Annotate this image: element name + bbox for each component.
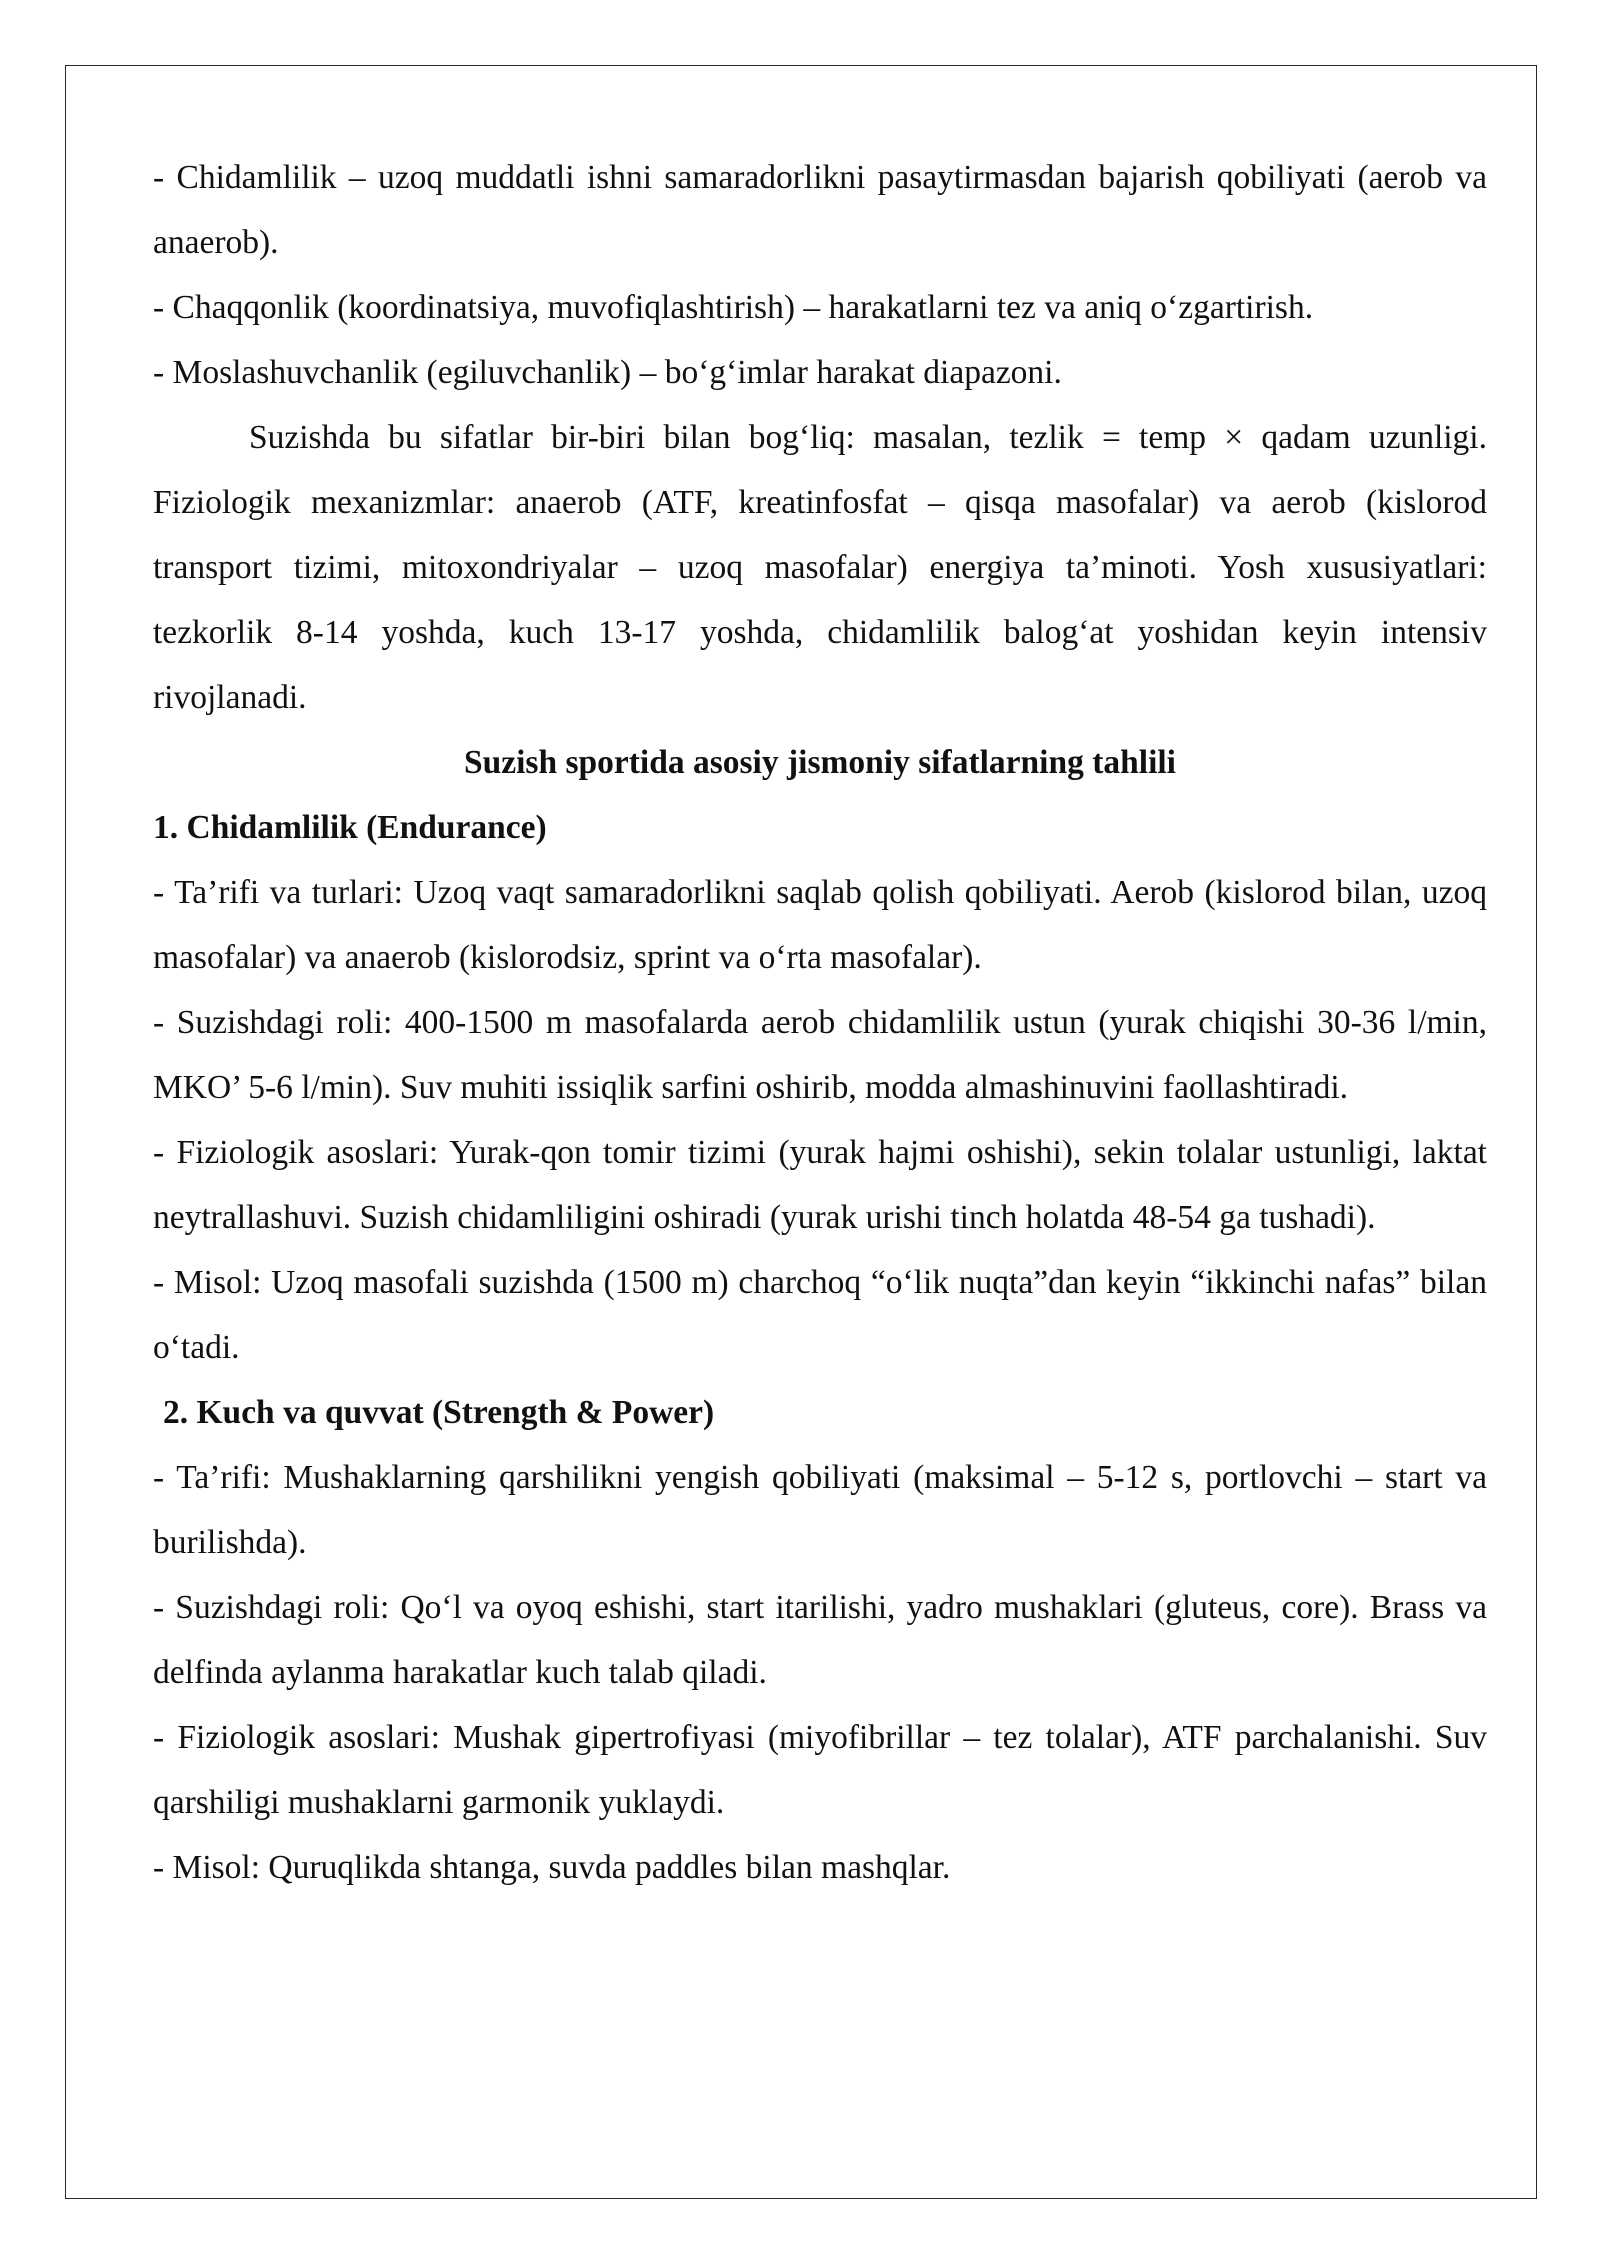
strength-item-role: - Suzishdagi roli: Qo‘l va oyoq eshishi, start itarilishi, yadro mushaklari (gluteus, core). Brass va delfinda aylanma harakatlar kuch talab qiladi. xyxy=(153,1589,1487,1691)
intro-list-item: - Moslashuvchanlik (egiluvchanlik) – bo‘g‘imlar harakat diapazoni. xyxy=(153,354,1062,391)
section-heading-endurance: 1. Chidamlilik (Endurance) xyxy=(153,809,547,846)
intro-list-item: - Chidamlilik – uzoq muddatli ishni samaradorlikni pasaytirmasdan bajarish qobiliyati (aerob va anaerob). xyxy=(153,159,1487,261)
intro-list-item: - Chaqqonlik (koordinatsiya, muvofiqlashtirish) – harakatlarni tez va aniq o‘zgartirish. xyxy=(153,289,1314,326)
section-heading-strength: 2. Kuch va quvvat (Strength & Power) xyxy=(163,1394,715,1431)
endurance-item-example: - Misol: Uzoq masofali suzishda (1500 m) charchoq “o‘lik nuqta”dan keyin “ikkinchi nafas” bilan o‘tadi. xyxy=(153,1264,1487,1366)
intro-paragraph: Suzishda bu sifatlar bir-biri bilan bog‘liq: masalan, tezlik = temp × qadam uzunligi. Fiziologik mexanizmlar: anaerob (ATF, kreatinfosfat – qisqa masofalar) va aerob (kislorod transport tizimi, mitoxondriyalar – uzoq masofalar) energiya ta’minoti. Yosh xususiyatlari: tezkorlik 8-14 yoshda, kuch 13-17 yoshda, chidamlilik balog‘at yoshidan keyin intensiv rivojlanadi. xyxy=(153,419,1487,716)
strength-item-physiology: - Fiziologik asoslari: Mushak gipertrofiyasi (miyofibrillar – tez tolalar), ATF parchalanishi. Suv qarshiligi mushaklarni garmonik yuklaydi. xyxy=(153,1719,1487,1821)
endurance-item-role: - Suzishdagi roli: 400-1500 m masofalarda aerob chidamlilik ustun (yurak chiqishi 30-36 l/min, MKO’ 5-6 l/min). Suv muhiti issiqlik sarfini oshirib, modda almashinuvini faollashtiradi. xyxy=(153,1004,1487,1106)
endurance-item-definition: - Ta’rifi va turlari: Uzoq vaqt samaradorlikni saqlab qolish qobiliyati. Aerob (kislorod bilan, uzoq masofalar) va anaerob (kislorodsiz, sprint va o‘rta masofalar). xyxy=(153,874,1487,976)
endurance-item-physiology: - Fiziologik asoslari: Yurak-qon tomir tizimi (yurak hajmi oshishi), sekin tolalar ustunligi, laktat neytrallashuvi. Suzish chidamliligini oshiradi (yurak urishi tinch holatda 48-54 ga tushadi). xyxy=(153,1134,1487,1236)
strength-item-example: - Misol: Quruqlikda shtanga, suvda paddles bilan mashqlar. xyxy=(153,1849,951,1886)
strength-item-definition: - Ta’rifi: Mushaklarning qarshilikni yengish qobiliyati (maksimal – 5-12 s, portlovchi – start va burilishda). xyxy=(153,1459,1487,1561)
document-body xyxy=(153,145,1487,1900)
section-title: Suzish sportida asosiy jismoniy sifatlarning tahlili xyxy=(463,744,1176,781)
